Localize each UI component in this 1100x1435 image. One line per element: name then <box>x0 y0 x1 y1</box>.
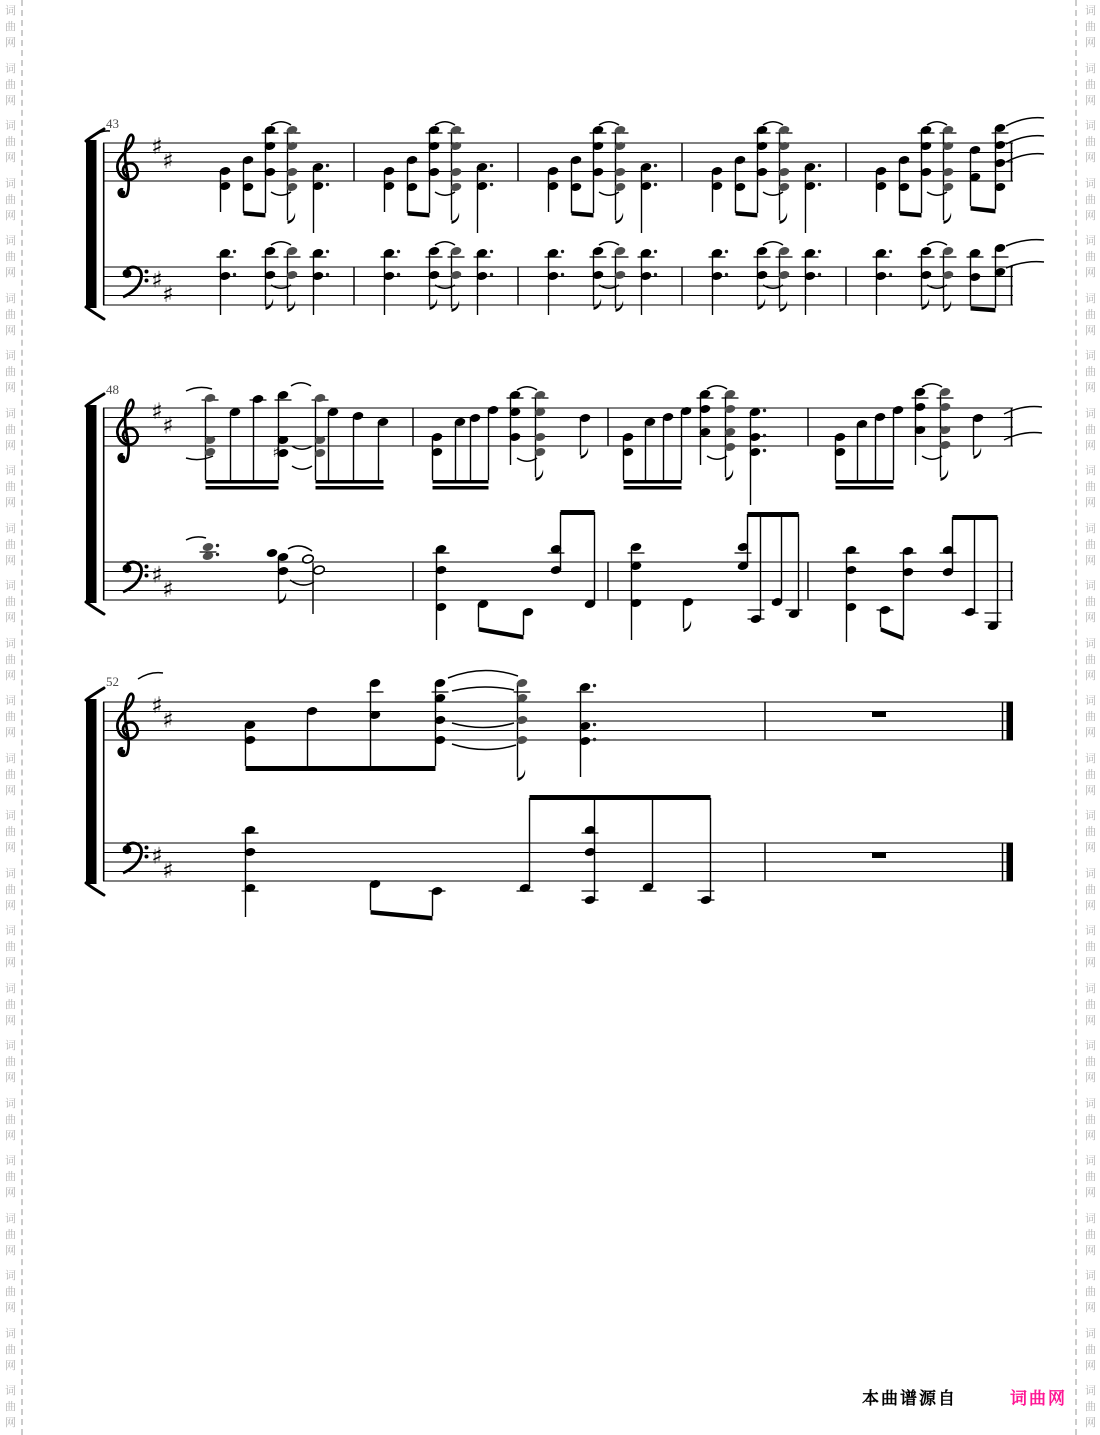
watermark-text: 网 <box>1085 726 1096 739</box>
watermark-text: 曲 <box>1085 307 1096 321</box>
watermark-text: 网 <box>5 553 16 567</box>
watermark-text: 网 <box>1085 438 1096 452</box>
watermark-text: 网 <box>5 898 16 912</box>
watermark-text: 曲 <box>5 940 16 953</box>
svg-text:♯: ♯ <box>162 707 174 734</box>
watermark-text: 曲 <box>1085 1112 1096 1126</box>
svg-text:♯: ♯ <box>162 858 174 884</box>
watermark-text: 曲 <box>5 135 16 148</box>
svg-text:43: 43 <box>106 116 119 131</box>
watermark-text: 网 <box>1085 1071 1096 1084</box>
watermark-text: 词 <box>5 464 16 477</box>
watermark-text: 词 <box>5 694 16 707</box>
watermark-text: 词 <box>1085 464 1096 477</box>
watermark-text: 曲 <box>5 1055 16 1068</box>
watermark-text: 网 <box>5 1243 16 1257</box>
watermark-text: 网 <box>1085 783 1096 797</box>
watermark-text: 词 <box>5 579 16 592</box>
watermark-text: 词 <box>5 61 16 75</box>
watermark-text: 网 <box>5 151 16 164</box>
footer-brand-link[interactable]: 词曲网 <box>1010 1389 1067 1408</box>
svg-text:♯: ♯ <box>162 148 174 175</box>
watermark-text: 词 <box>1085 176 1096 190</box>
watermark-text: 曲 <box>5 537 16 551</box>
watermark-text: 网 <box>1085 1301 1096 1314</box>
watermark-text: 网 <box>1085 1358 1096 1372</box>
watermark-text: 词 <box>5 636 16 650</box>
watermark-text: 曲 <box>1085 1055 1096 1068</box>
watermark-text: 网 <box>5 36 16 49</box>
watermark-text: 词 <box>1085 521 1096 535</box>
watermark-text: 词 <box>1085 751 1096 765</box>
watermark-text: 网 <box>5 841 16 854</box>
watermark-text: 曲 <box>5 710 16 723</box>
svg-text:♯: ♯ <box>151 267 163 294</box>
svg-text:♯: ♯ <box>272 445 280 461</box>
watermark-text: 词 <box>5 1096 16 1110</box>
watermark-text: 曲 <box>1085 422 1096 436</box>
watermark-text: 网 <box>5 1071 16 1084</box>
watermark-text: 曲 <box>5 1170 16 1183</box>
watermark-text: 网 <box>5 1358 16 1372</box>
watermark-text: 曲 <box>1085 20 1096 33</box>
svg-text:♯: ♯ <box>162 413 174 440</box>
watermark-text: 网 <box>1085 841 1096 854</box>
watermark-text: 网 <box>5 1186 16 1199</box>
watermark-text: 曲 <box>1085 1170 1096 1183</box>
watermark-text: 曲 <box>1085 1285 1096 1298</box>
watermark-text: 词 <box>1085 1096 1096 1110</box>
footer <box>0 1384 1100 1406</box>
watermark-text: 词 <box>5 1211 16 1225</box>
watermark-text: 网 <box>1085 266 1096 279</box>
watermark-text: 词 <box>1085 234 1096 247</box>
watermark-text: 网 <box>5 323 16 337</box>
watermark-text: 网 <box>5 496 16 509</box>
watermark-text: 曲 <box>5 652 16 666</box>
watermark-text: 网 <box>1085 208 1096 222</box>
watermark-text: 词 <box>5 1269 16 1282</box>
watermark-text: 词 <box>1085 1326 1096 1340</box>
watermark-text: 曲 <box>5 250 16 263</box>
watermark-text: 网 <box>1085 381 1096 394</box>
watermark-text: 网 <box>5 956 16 969</box>
watermark-text: 网 <box>5 668 16 682</box>
svg-text:♯: ♯ <box>151 399 163 425</box>
watermark-text: 网 <box>5 726 16 739</box>
watermark-text: 网 <box>1085 1013 1096 1027</box>
watermark-text: 词 <box>5 1326 16 1340</box>
watermark-text: 词 <box>5 521 16 535</box>
watermark-text: 曲 <box>1085 250 1096 263</box>
watermark-text: 网 <box>5 208 16 222</box>
watermark-text: 词 <box>1085 866 1096 880</box>
svg-text:48: 48 <box>106 382 119 397</box>
watermark-text: 曲 <box>5 1342 16 1356</box>
watermark-text: 词 <box>5 234 16 247</box>
watermark-text: 词 <box>1085 1211 1096 1225</box>
watermark-text: 曲 <box>5 595 16 608</box>
watermark-text: 网 <box>1085 151 1096 164</box>
svg-text:♯: ♯ <box>151 843 163 870</box>
watermark-text: 网 <box>1085 898 1096 912</box>
watermark-text: 曲 <box>5 480 16 493</box>
watermark-text: 曲 <box>5 1227 16 1241</box>
watermark-text: 曲 <box>1085 480 1096 493</box>
watermark-text: 曲 <box>5 77 16 91</box>
watermark-text: 词 <box>5 406 16 420</box>
watermark-text: 网 <box>5 381 16 394</box>
svg-text:♯: ♯ <box>151 134 163 160</box>
watermark-text: 网 <box>1085 553 1096 567</box>
watermark-text: 曲 <box>5 997 16 1011</box>
watermark-text: 词 <box>5 866 16 880</box>
watermark-text: 词 <box>1085 636 1096 650</box>
watermark-text: 词 <box>5 349 16 362</box>
watermark-text: 曲 <box>5 1400 16 1413</box>
watermark-text: 词 <box>5 4 16 17</box>
watermark-text: 曲 <box>5 825 16 838</box>
watermark-text: 词 <box>5 1154 16 1167</box>
watermark-text: 曲 <box>1085 365 1096 378</box>
watermark-text: 曲 <box>1085 997 1096 1011</box>
watermark-text: 词 <box>5 1384 16 1397</box>
svg-text:♯: ♯ <box>162 282 174 308</box>
watermark-text: 网 <box>5 783 16 797</box>
watermark-text: 曲 <box>1085 652 1096 666</box>
watermark-text: 词 <box>1085 349 1096 362</box>
watermark-text: 词 <box>5 176 16 190</box>
watermark-text: 曲 <box>1085 77 1096 91</box>
watermark-text: 曲 <box>1085 537 1096 551</box>
watermark-text: 词 <box>1085 1269 1096 1282</box>
watermark-text: 词 <box>1085 119 1096 132</box>
watermark-text: 网 <box>5 1013 16 1027</box>
watermark-text: 词 <box>1085 1039 1096 1052</box>
watermark-text: 曲 <box>5 192 16 206</box>
watermark-text: 曲 <box>1085 1227 1096 1241</box>
watermark-text: 词 <box>5 981 16 995</box>
watermark-text: 词 <box>5 291 16 305</box>
svg-text:♯: ♯ <box>162 577 174 603</box>
watermark-text: 词 <box>1085 694 1096 707</box>
watermark-text: 网 <box>1085 1416 1096 1429</box>
watermark-text: 曲 <box>1085 825 1096 838</box>
footer-source-text: 本曲谱源自 <box>862 1389 957 1408</box>
watermark-text: 词 <box>5 809 16 822</box>
watermark-text: 网 <box>5 1301 16 1314</box>
watermark-text: 网 <box>5 1416 16 1429</box>
svg-text:♯: ♯ <box>151 693 163 719</box>
watermark-text: 词 <box>5 751 16 765</box>
watermark-text: 词 <box>5 924 16 937</box>
watermark-text: 网 <box>1085 496 1096 509</box>
watermark-text: 词 <box>1085 1384 1096 1397</box>
watermark-text: 曲 <box>1085 1342 1096 1356</box>
watermark-text: 网 <box>1085 1243 1096 1257</box>
watermark-text: 曲 <box>5 307 16 321</box>
watermark-text: 网 <box>1085 36 1096 49</box>
watermark-text: 曲 <box>5 20 16 33</box>
watermark-text: 曲 <box>1085 767 1096 781</box>
watermark-text: 词 <box>5 1039 16 1052</box>
watermark-text: 网 <box>5 438 16 452</box>
watermark-text: 网 <box>1085 668 1096 682</box>
watermark-text: 网 <box>1085 1186 1096 1199</box>
watermark-text: 曲 <box>1085 710 1096 723</box>
watermark-text: 词 <box>5 119 16 132</box>
watermark-text: 网 <box>5 1128 16 1142</box>
watermark-text: 网 <box>5 611 16 624</box>
watermark-text: 曲 <box>1085 940 1096 953</box>
watermark-text: 词 <box>1085 1154 1096 1167</box>
watermark-text: 曲 <box>5 422 16 436</box>
watermark-text: 曲 <box>5 1112 16 1126</box>
watermark-text: 词 <box>1085 809 1096 822</box>
watermark-text: 网 <box>1085 323 1096 337</box>
watermark-text: 曲 <box>5 767 16 781</box>
watermark-text: 网 <box>5 93 16 107</box>
watermark-text: 词 <box>1085 924 1096 937</box>
watermark-text: 曲 <box>1085 135 1096 148</box>
watermark-text: 词 <box>1085 4 1096 17</box>
watermark-text: 网 <box>1085 956 1096 969</box>
watermark-text: 曲 <box>5 882 16 896</box>
watermark-text: 曲 <box>5 1285 16 1298</box>
svg-text:52: 52 <box>106 674 119 689</box>
svg-text:♯: ♯ <box>151 562 163 589</box>
watermark-text: 曲 <box>5 365 16 378</box>
watermark-text: 网 <box>1085 1128 1096 1142</box>
watermark-text: 曲 <box>1085 1400 1096 1413</box>
watermark-text: 曲 <box>1085 882 1096 896</box>
watermark-text: 词 <box>1085 981 1096 995</box>
watermark-text: 词 <box>1085 291 1096 305</box>
watermark-text: 曲 <box>1085 595 1096 608</box>
right-dashed-border <box>1075 0 1077 1435</box>
watermark-text: 曲 <box>1085 192 1096 206</box>
watermark-text: 网 <box>1085 611 1096 624</box>
watermark-text: 词 <box>1085 579 1096 592</box>
watermark-text: 词 <box>1085 61 1096 75</box>
watermark-text: 词 <box>1085 406 1096 420</box>
watermark-text: 网 <box>1085 93 1096 107</box>
watermark-text: 网 <box>5 266 16 279</box>
